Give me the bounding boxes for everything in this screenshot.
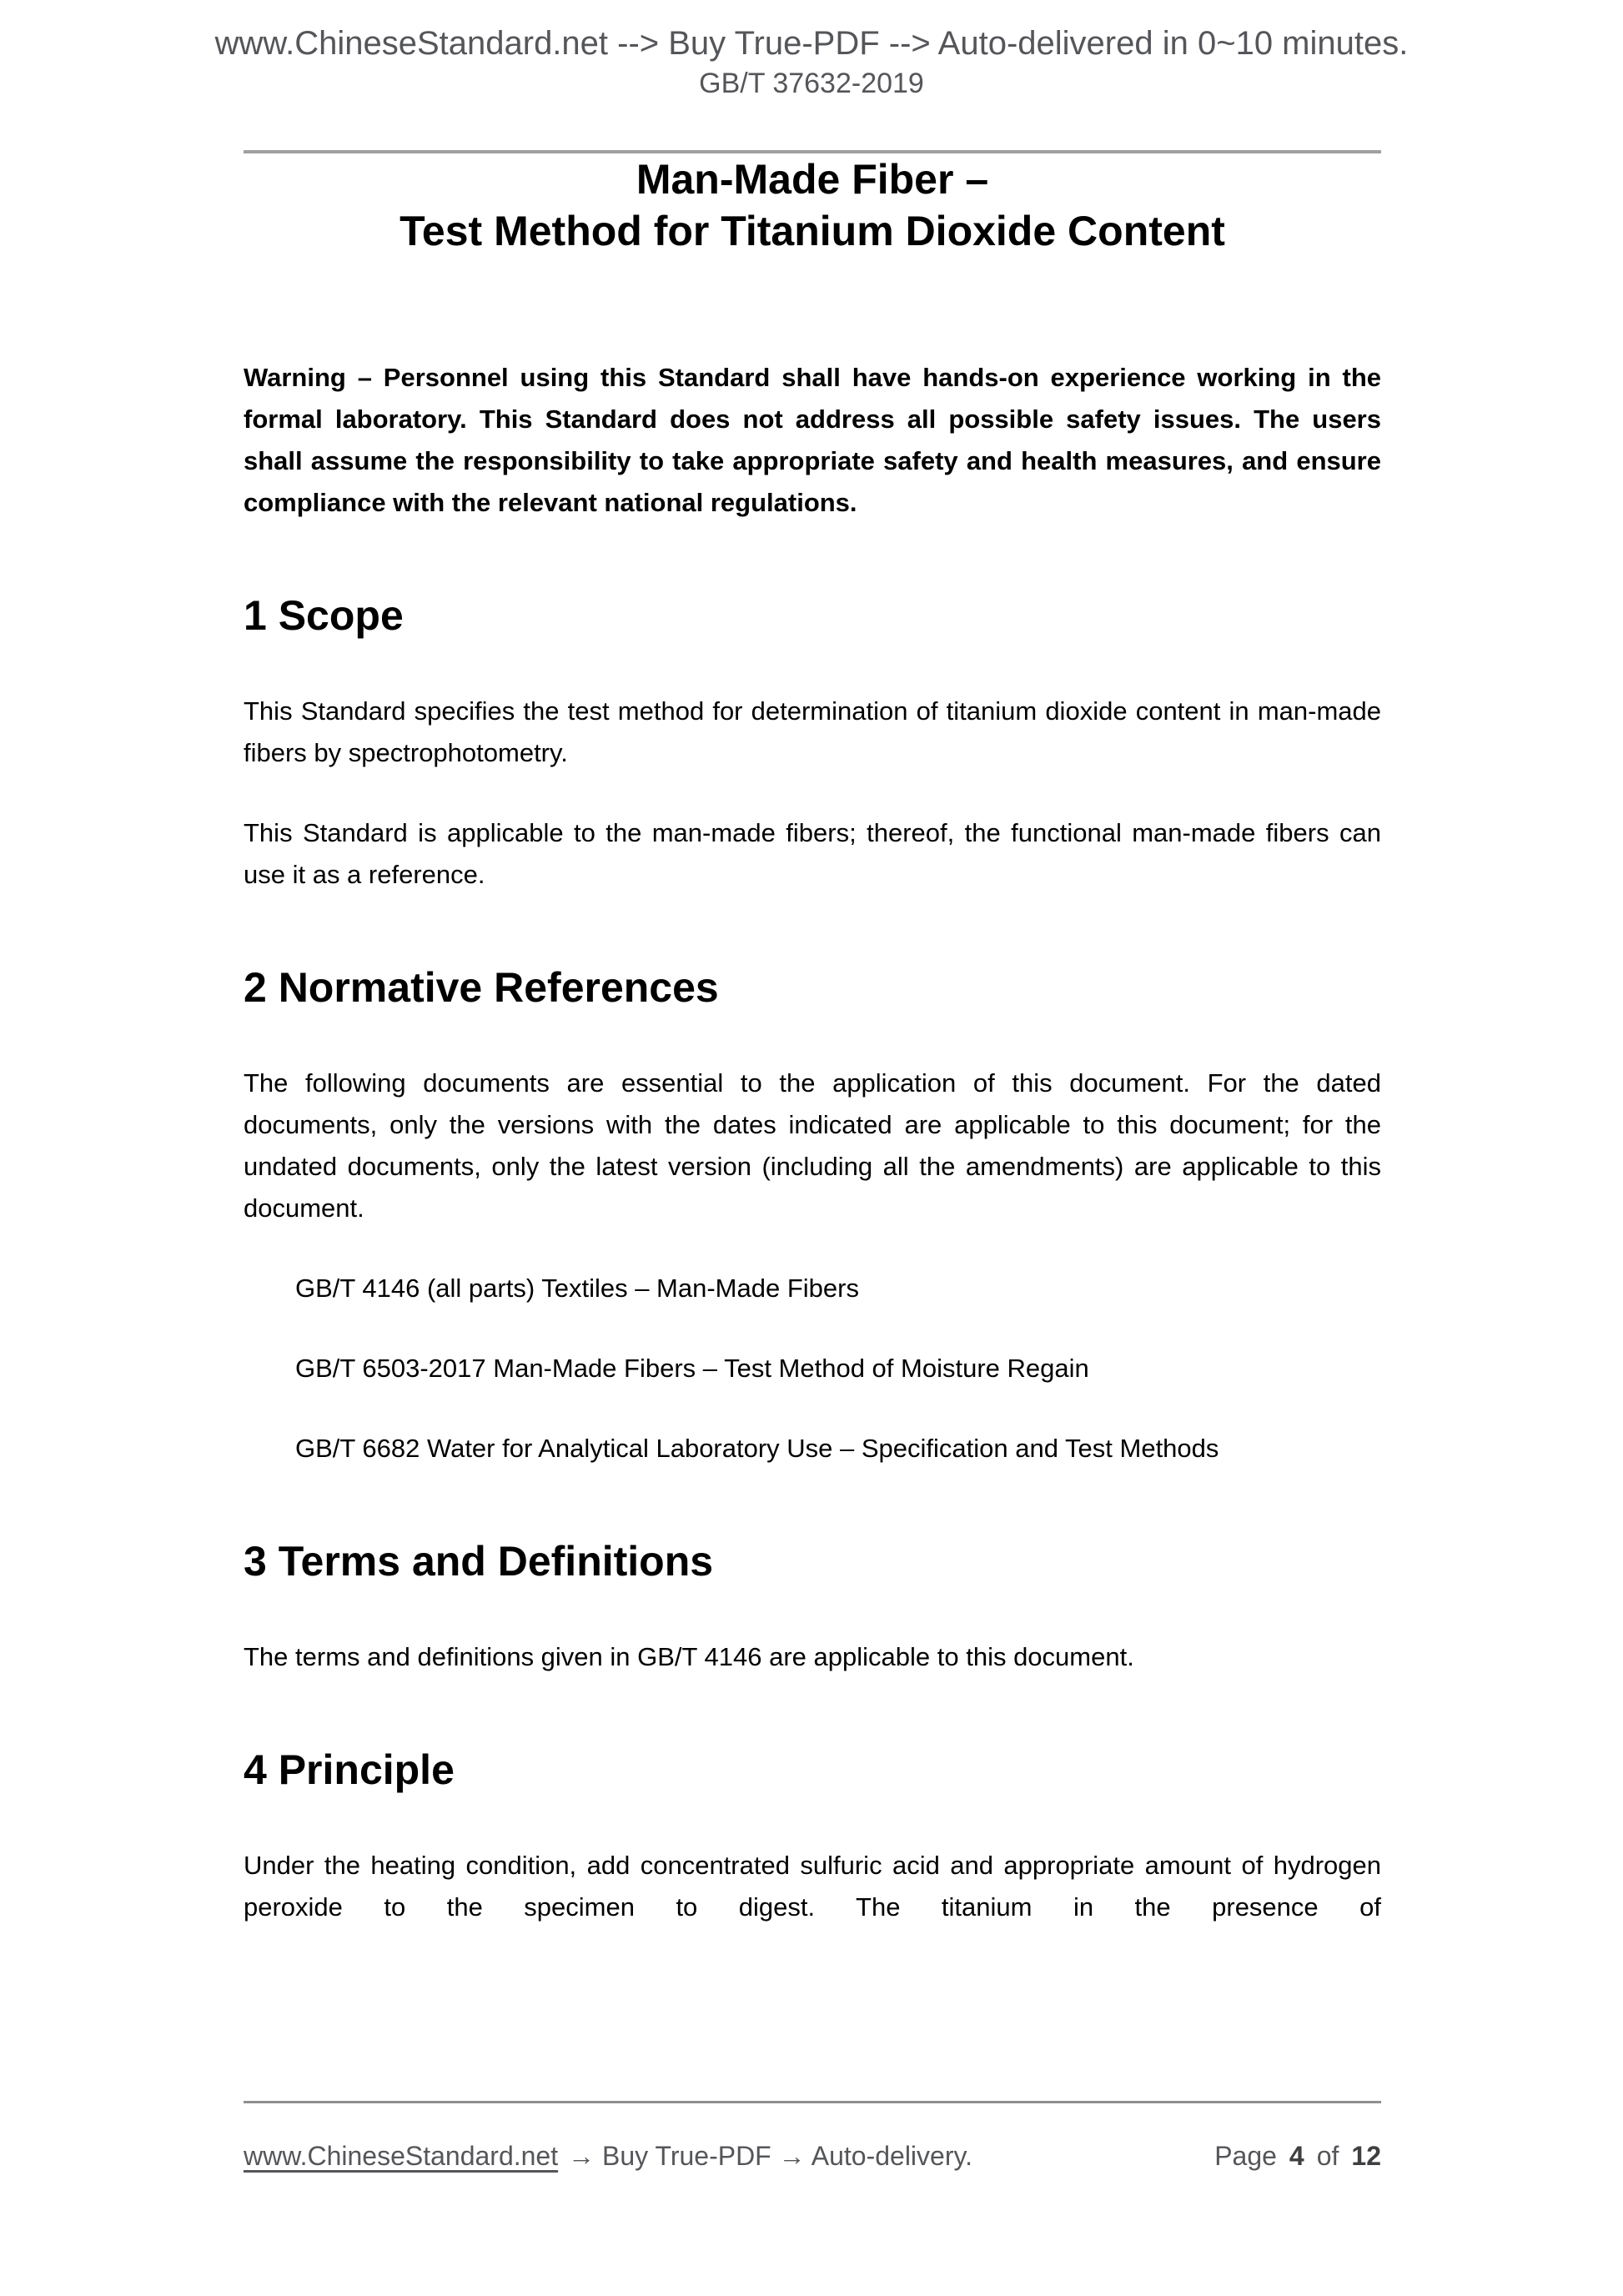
footer-page-indicator (1214, 2138, 1381, 2173)
header-standard-number: GB/T 37632-2019 (699, 68, 924, 99)
principle-paragraph: Under the heating condition, add concentrated sulfuric acid and appropriate amount of hydrogen peroxide to the specimen to digest. The titanium in the presence of (244, 1851, 1381, 1922)
scope-paragraph-1: This Standard specifies the test method for determination of titanium dioxide content in man-made fibers by spectrophotometry. (244, 696, 1381, 767)
doc-title-line-2: Test Method for Titanium Dioxide Content (399, 208, 1225, 254)
heading-normative-references: 2 Normative References (244, 964, 719, 1011)
reference-item-3: GB/T 6682 Water for Analytical Laboratory Use – Specification and Test Methods (295, 1434, 1219, 1463)
scope-paragraph-2: This Standard is applicable to the man-made fibers; thereof, the functional man-made fibers can use it as a reference. (244, 818, 1381, 889)
footer-total-pages: 12 (1351, 2141, 1381, 2171)
footer-tagline: → Buy True-PDF → Auto-delivery. (568, 2141, 972, 2171)
heading-scope: 1 Scope (244, 592, 404, 639)
footer-current-page: 4 (1289, 2141, 1304, 2171)
pdf-header (0, 0, 1623, 102)
heading-terms-and-definitions: 3 Terms and Definitions (244, 1538, 714, 1585)
pdf-footer (0, 2101, 1623, 2173)
footer-page-label: Page (1214, 2141, 1277, 2171)
header-url-line: www.ChineseStandard.net --> Buy True-PDF --> Auto-delivered in 0~10 minutes. (214, 25, 1409, 62)
footer-site-link[interactable]: www.ChineseStandard.net (244, 2141, 559, 2171)
terms-paragraph: The terms and definitions given in GB/T 4146 are applicable to this document. (244, 1642, 1134, 1671)
footer-divider (244, 2101, 1381, 2103)
doc-title-line-1: Man-Made Fiber – (636, 156, 989, 203)
footer-of-label: of (1316, 2141, 1339, 2171)
document-body (244, 153, 1381, 1928)
warning-paragraph: Warning – Personnel using this Standard shall have hands-on experience working in the formal laboratory. This Standard does not address all possible safety issues. The users shall assume the responsibility to take appropriate safety and health measures, and ensure compliance with the relevant national regulations. (244, 363, 1381, 517)
reference-item-2: GB/T 6503-2017 Man-Made Fibers – Test Method of Moisture Regain (295, 1354, 1089, 1383)
heading-principle: 4 Principle (244, 1746, 455, 1793)
footer-site-line (244, 2138, 972, 2173)
reference-item-1: GB/T 4146 (all parts) Textiles – Man-Made Fibers (295, 1274, 859, 1303)
normative-references-intro: The following documents are essential to the application of this document. For the dated documents, only the versions with the dates indicated are applicable to this document; for the undated documents, only the latest version (including all the amendments) are applicable to this document. (244, 1068, 1381, 1223)
